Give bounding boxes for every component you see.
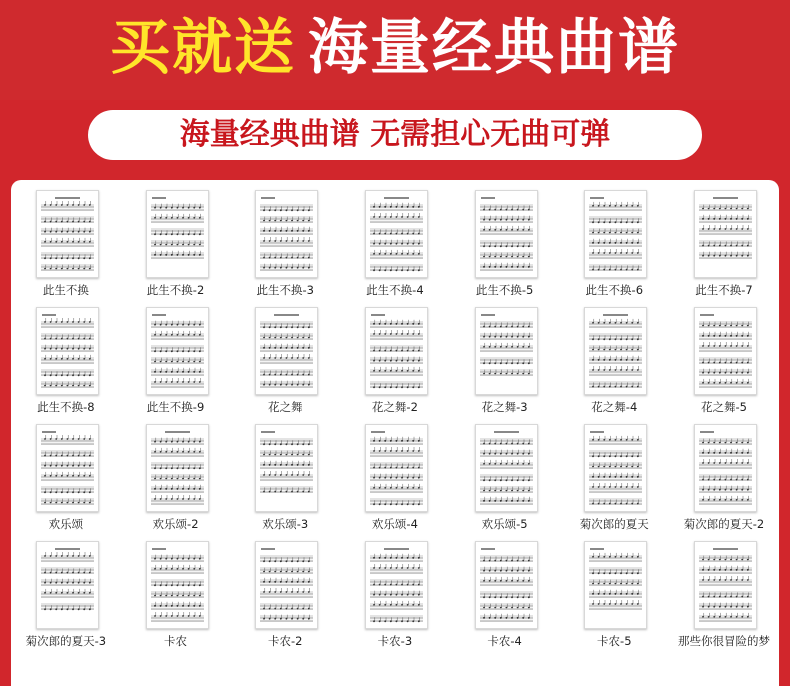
sheet-title: 此生不换-3 bbox=[256, 283, 314, 297]
sheet-music-icon bbox=[147, 308, 208, 394]
sheet-title: 卡农-3 bbox=[377, 634, 413, 648]
sheet-thumbnail bbox=[475, 424, 538, 512]
sheet-item[interactable] bbox=[121, 190, 231, 307]
sheet-music-icon bbox=[147, 542, 208, 628]
sheet-music-icon bbox=[585, 425, 646, 511]
sheet-music-icon bbox=[366, 191, 427, 277]
sheet-thumbnail bbox=[694, 307, 757, 395]
sheet-thumbnail bbox=[146, 424, 209, 512]
headline-main: 海量经典曲谱 bbox=[308, 13, 680, 83]
sheet-item[interactable] bbox=[340, 541, 450, 658]
sheet-music-icon bbox=[476, 308, 537, 394]
headline-highlight: 买就送 bbox=[110, 13, 296, 83]
sheet-title: 卡农-5 bbox=[597, 634, 632, 648]
sheet-music-icon bbox=[256, 308, 317, 394]
sheet-thumbnail bbox=[475, 307, 538, 395]
sheet-thumbnail bbox=[694, 541, 757, 629]
sheet-thumbnail bbox=[584, 424, 647, 512]
sheet-title: 此生不换-4 bbox=[366, 283, 424, 297]
sheet-music-icon bbox=[37, 542, 98, 628]
sheet-item[interactable] bbox=[559, 541, 669, 658]
sheet-item[interactable] bbox=[11, 424, 121, 541]
sheet-title: 欢乐颂 bbox=[48, 517, 84, 531]
sheet-title: 欢乐颂-4 bbox=[371, 517, 418, 531]
sheet-item[interactable] bbox=[121, 424, 231, 541]
sheet-title: 此生不换-9 bbox=[146, 400, 205, 414]
sheet-title: 卡农-4 bbox=[487, 634, 522, 648]
sheet-item[interactable] bbox=[230, 190, 340, 307]
sheet-title: 花之舞-3 bbox=[481, 400, 528, 414]
sheet-item[interactable] bbox=[230, 307, 340, 424]
sheet-title: 欢乐颂-3 bbox=[262, 517, 309, 531]
sheet-item[interactable] bbox=[669, 307, 779, 424]
sheet-item[interactable] bbox=[559, 424, 669, 541]
sheet-music-icon bbox=[585, 308, 646, 394]
sheet-item[interactable] bbox=[669, 424, 779, 541]
sheet-thumbnail bbox=[255, 190, 318, 278]
sheet-music-icon bbox=[37, 191, 98, 277]
sheet-music-icon bbox=[695, 542, 756, 628]
sheet-title: 卡农-2 bbox=[267, 634, 303, 648]
sheet-music-icon bbox=[366, 425, 427, 511]
headline bbox=[0, 10, 790, 86]
sheet-music-panel bbox=[11, 180, 779, 686]
sheet-music-icon bbox=[366, 308, 427, 394]
sheet-item[interactable] bbox=[669, 190, 779, 307]
sheet-title: 此生不换-8 bbox=[37, 400, 95, 414]
sheet-title: 此生不换 bbox=[42, 283, 89, 297]
sheet-music-icon bbox=[476, 425, 537, 511]
sheet-thumbnail bbox=[365, 424, 428, 512]
sheet-item[interactable] bbox=[450, 541, 560, 658]
sheet-item[interactable] bbox=[450, 190, 560, 307]
sheet-music-icon bbox=[695, 308, 756, 394]
sheet-title: 花之舞-4 bbox=[591, 400, 638, 414]
sheet-music-icon bbox=[147, 425, 208, 511]
sheet-item[interactable] bbox=[230, 424, 340, 541]
sheet-thumbnail bbox=[694, 424, 757, 512]
sheet-thumbnail bbox=[146, 541, 209, 629]
sheet-thumbnail bbox=[584, 190, 647, 278]
sheet-music-icon bbox=[366, 542, 427, 628]
sheet-title: 此生不换-6 bbox=[585, 283, 644, 297]
sheet-music-icon bbox=[147, 191, 208, 277]
sheet-title: 卡农 bbox=[164, 634, 188, 648]
sheet-thumbnail bbox=[694, 190, 757, 278]
sheet-title: 菊次郎的夏天-3 bbox=[25, 634, 107, 648]
sheet-thumbnail bbox=[36, 190, 99, 278]
header-banner bbox=[0, 0, 790, 100]
sheet-thumbnail bbox=[255, 424, 318, 512]
sheet-music-icon bbox=[256, 425, 317, 511]
sheet-thumbnail bbox=[365, 307, 428, 395]
sheet-title: 花之舞-2 bbox=[371, 400, 418, 414]
sheet-thumbnail bbox=[255, 541, 318, 629]
sheet-thumbnail bbox=[255, 307, 318, 395]
sheet-item[interactable] bbox=[121, 307, 231, 424]
sheet-item[interactable] bbox=[340, 190, 450, 307]
sheet-music-icon bbox=[256, 542, 317, 628]
sheet-title: 菊次郎的夏天-2 bbox=[683, 517, 765, 531]
sheet-title: 欢乐颂-2 bbox=[152, 517, 199, 531]
sheet-music-icon bbox=[476, 542, 537, 628]
sheet-title: 此生不换-5 bbox=[475, 283, 534, 297]
sheet-thumbnail bbox=[475, 190, 538, 278]
sheet-music-icon bbox=[585, 191, 646, 277]
sheet-item[interactable] bbox=[669, 541, 779, 658]
sheet-title: 此生不换-7 bbox=[695, 283, 753, 297]
sheet-item[interactable] bbox=[11, 190, 121, 307]
sheet-thumbnail bbox=[584, 541, 647, 629]
sheet-item[interactable] bbox=[121, 541, 231, 658]
sheet-music-icon bbox=[695, 425, 756, 511]
sheet-title: 花之舞-5 bbox=[700, 400, 747, 414]
sheet-item[interactable] bbox=[450, 424, 560, 541]
sheet-thumbnail bbox=[475, 541, 538, 629]
sheet-music-icon bbox=[37, 425, 98, 511]
sheet-music-icon bbox=[695, 191, 756, 277]
sheet-title: 欢乐颂-5 bbox=[481, 517, 528, 531]
sheet-thumbnail bbox=[146, 190, 209, 278]
sheet-title: 花之舞 bbox=[267, 400, 303, 414]
sheet-music-icon bbox=[37, 308, 98, 394]
sheet-music-icon bbox=[476, 191, 537, 277]
sheet-item[interactable] bbox=[559, 190, 669, 307]
sheet-thumbnail bbox=[365, 541, 428, 629]
sheet-thumbnail bbox=[36, 541, 99, 629]
sheet-thumbnail bbox=[365, 190, 428, 278]
sheet-music-icon bbox=[256, 191, 317, 277]
sheet-music-grid bbox=[11, 190, 779, 658]
sheet-item[interactable] bbox=[559, 307, 669, 424]
sheet-title: 菊次郎的夏天 bbox=[579, 517, 649, 531]
sheet-title: 那些你很冒险的梦 bbox=[677, 634, 770, 648]
sheet-thumbnail bbox=[584, 307, 647, 395]
sheet-item[interactable] bbox=[450, 307, 560, 424]
subtitle-pill: 海量经典曲谱 无需担心无曲可弹 bbox=[88, 110, 702, 160]
sheet-thumbnail bbox=[36, 307, 99, 395]
sheet-title: 此生不换-2 bbox=[146, 283, 205, 297]
sheet-item[interactable] bbox=[230, 541, 340, 658]
sheet-item[interactable] bbox=[340, 307, 450, 424]
sheet-thumbnail bbox=[146, 307, 209, 395]
sheet-item[interactable] bbox=[340, 424, 450, 541]
sheet-thumbnail bbox=[36, 424, 99, 512]
sheet-music-icon bbox=[585, 542, 646, 628]
sheet-item[interactable] bbox=[11, 307, 121, 424]
sheet-item[interactable] bbox=[11, 541, 121, 658]
